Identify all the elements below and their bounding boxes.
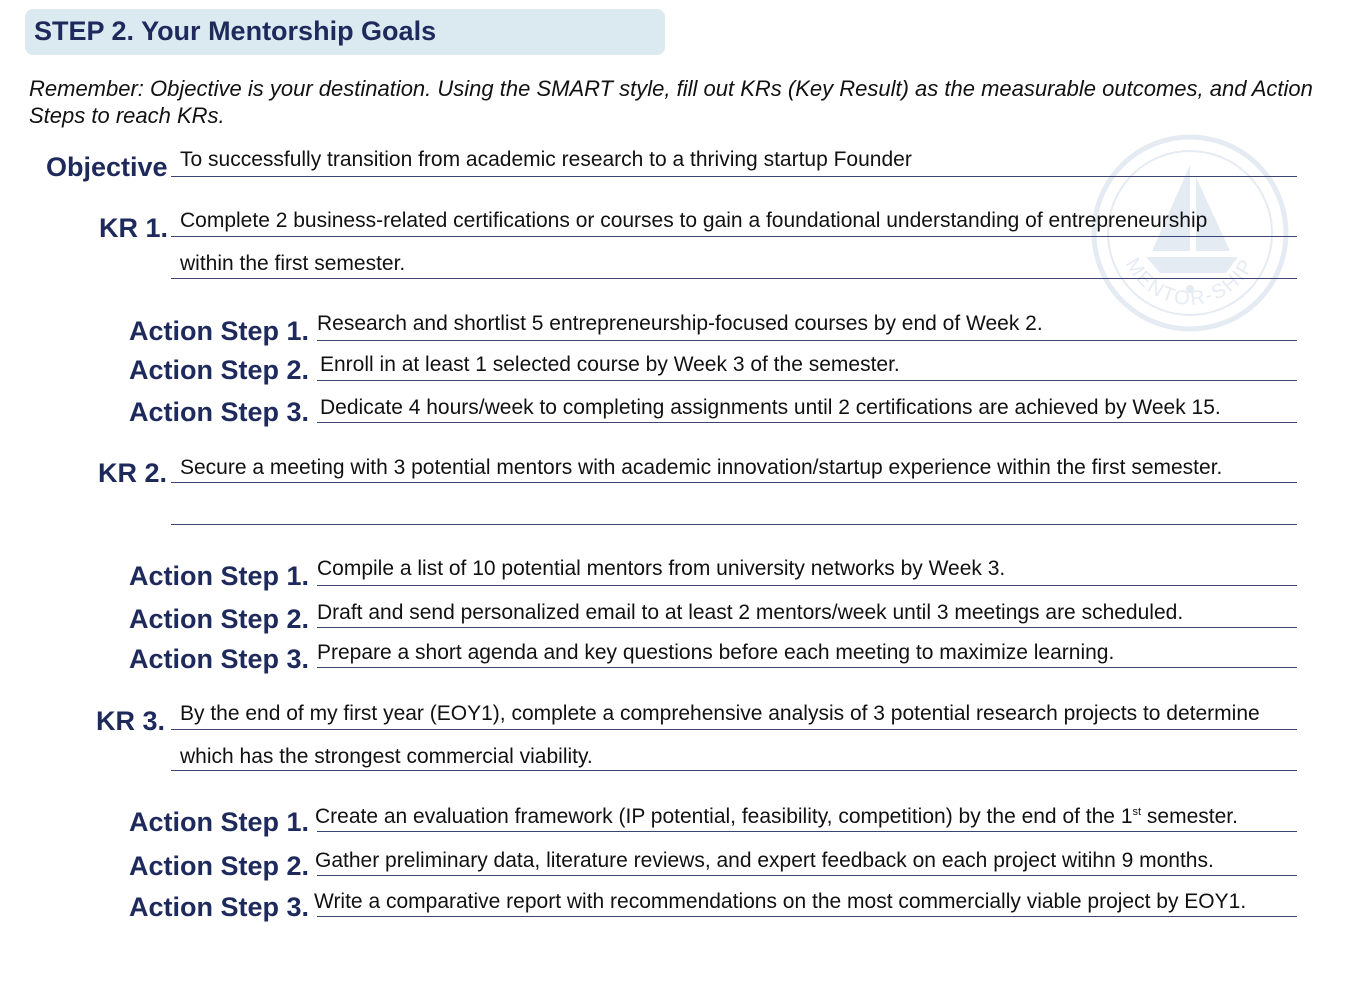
kr2-action-step2-label: Action Step 2. [129, 604, 310, 634]
kr3-action-step2-field[interactable]: Gather preliminary data, literature reviews, and expert feedback on each project witihn 9 months. [315, 849, 1214, 872]
kr3-action-step1-text: Create an evaluation framework (IP potential, feasibility, competition) by the end of the 1 [315, 805, 1133, 828]
kr1-action-step1-underline [317, 340, 1297, 341]
kr3-field-line1[interactable]: By the end of my first year (EOY1), complete a comprehensive analysis of 3 potential research projects to determine [180, 702, 1260, 725]
kr3-action-step3-underline [317, 916, 1297, 917]
kr3-underline-2 [171, 770, 1297, 771]
kr3-action-step3-label: Action Step 3. [129, 892, 310, 922]
kr1-field-line2[interactable]: within the first semester. [180, 252, 406, 275]
kr1-action-step2-underline [317, 380, 1297, 381]
kr2-label: KR 2. [98, 458, 168, 488]
kr1-action-step3-label: Action Step 3. [129, 397, 310, 427]
objective-underline [171, 176, 1297, 177]
kr1-action-step3-field[interactable]: Dedicate 4 hours/week to completing assignments until 2 certifications are achieved by Week 15. [320, 396, 1221, 419]
kr3-underline-1 [171, 729, 1297, 730]
kr1-field-line1[interactable]: Complete 2 business-related certifications or courses to gain a foundational understanding of entrepreneurship [180, 209, 1208, 232]
kr1-action-step2-label: Action Step 2. [129, 355, 310, 385]
kr2-action-step2-field[interactable]: Draft and send personalized email to at least 2 mentors/week until 3 meetings are scheduled. [317, 601, 1184, 624]
kr1-action-step1-label: Action Step 1. [129, 316, 310, 346]
kr3-action-step1-text-end: semester. [1141, 805, 1238, 828]
kr2-action-step3-field[interactable]: Prepare a short agenda and key questions before each meeting to maximize learning. [317, 641, 1115, 664]
kr3-action-step1-underline [317, 831, 1297, 832]
kr2-action-step1-field[interactable]: Compile a list of 10 potential mentors from university networks by Week 3. [317, 557, 1006, 580]
kr1-action-step1-field[interactable]: Research and shortlist 5 entrepreneurship-focused courses by end of Week 2. [317, 312, 1043, 335]
objective-label: Objective [46, 152, 168, 182]
kr1-label: KR 1. [99, 213, 169, 243]
kr3-action-step2-underline [317, 875, 1297, 876]
kr2-action-step2-underline [317, 627, 1297, 628]
kr1-action-step2-field[interactable]: Enroll in at least 1 selected course by Week 3 of the semester. [320, 353, 900, 376]
kr2-action-step3-label: Action Step 3. [129, 644, 310, 674]
kr2-underline-2 [171, 524, 1297, 525]
objective-field[interactable]: To successfully transition from academic research to a thriving startup Founder [180, 148, 912, 171]
kr3-field-line2[interactable]: which has the strongest commercial viability. [180, 745, 593, 768]
step-title: STEP 2. Your Mentorship Goals [34, 16, 437, 46]
kr3-action-step3-field[interactable]: Write a comparative report with recommendations on the most commercially viable project by EOY1. [314, 890, 1247, 913]
kr1-action-step3-underline [317, 422, 1297, 423]
mentor-ship-watermark-icon [1090, 133, 1290, 333]
kr2-action-step3-underline [317, 667, 1297, 668]
kr3-action-step2-label: Action Step 2. [129, 851, 310, 881]
kr3-action-step1-superscript: st [1132, 806, 1142, 818]
kr2-action-step1-underline [317, 585, 1297, 586]
step-header [25, 9, 665, 55]
watermark-text: MENTOR-SHIP [1121, 254, 1259, 311]
kr3-action-step1-label: Action Step 1. [129, 807, 310, 837]
kr2-action-step1-label: Action Step 1. [129, 561, 310, 591]
kr3-label: KR 3. [96, 706, 166, 736]
kr2-underline-1 [171, 482, 1297, 483]
kr1-underline-2 [171, 278, 1297, 279]
kr1-underline-1 [171, 236, 1297, 237]
kr2-field-line1[interactable]: Secure a meeting with 3 potential mentors with academic innovation/startup experience within the first semester. [180, 456, 1223, 479]
reminder-text: Remember: Objective is your destination. Using the SMART style, fill out KRs (Key Result) as the measurable outcomes, and Action Steps to reach KRs. [29, 76, 1313, 128]
kr3-action-step1-field[interactable] [315, 805, 1238, 829]
